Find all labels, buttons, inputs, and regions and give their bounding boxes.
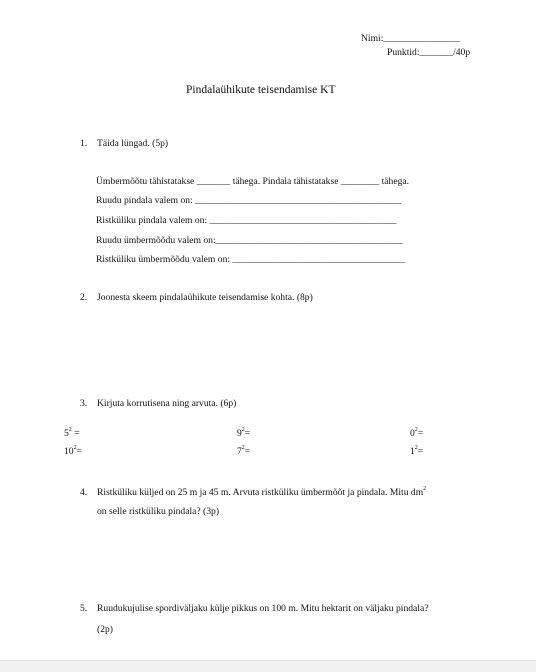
question-1-line-5: Ristküliku ümbermõõdu valem on: ____________________________________ xyxy=(96,254,406,265)
question-5-number: 5. xyxy=(80,603,88,614)
exercise-1-squared: $1^2=$ xyxy=(410,445,424,457)
question-1-number: 1. xyxy=(80,138,88,149)
question-5-text-line-2: (2p) xyxy=(97,624,113,635)
question-5-text-line-1: Ruudukujulise spordiväljaku külje pikkus on 100 m. Mitu hektarit on väljaku pindala? xyxy=(97,603,429,614)
question-1-line-1: Ümbermõõtu tähistatakse _______ tähega. Pindala tähistatakse ________ tähega. xyxy=(96,176,410,187)
exercise-7-squared: $7^2=$ xyxy=(237,445,251,457)
exercise-9-squared: $9^2=$ xyxy=(237,427,251,439)
question-1-line-4: Ruudu ümbermõõdu valem on:_______________________________________ xyxy=(96,235,403,246)
page-bottom-edge xyxy=(0,660,536,672)
exercise-10-squared: $10^2=$ xyxy=(64,445,83,457)
points-field: Punktid:_______/40p xyxy=(387,47,471,58)
question-3-text: Kirjuta korrutisena ning arvuta. (6p) xyxy=(97,398,237,409)
question-4-text-line-2: on selle ristküliku pindala? (3p) xyxy=(97,506,220,517)
question-3-number: 3. xyxy=(80,398,88,409)
name-field: Nimi:________________ xyxy=(361,33,461,44)
question-1-line-2: Ruudu pindala valem on: ___________________________________________ xyxy=(96,195,402,206)
question-4-text-line-1: Ristküliku küljed on 25 m ja 45 m. Arvuta ristküliku ümbermõõt ja pindala. Mitu $dm^2$ xyxy=(97,486,427,498)
question-2-text: Joonesta skeem pindalaühikute teisendamise kohta. (8p) xyxy=(97,292,313,303)
page-title: Pindalaühikute teisendamise KT xyxy=(186,84,336,96)
exercise-5-squared: $5^2$ = xyxy=(64,427,80,439)
question-1-line-3: Ristküliku pindala valem on: _______________________________________ xyxy=(96,215,397,226)
question-4-number: 4. xyxy=(80,487,88,498)
question-1-text: Täida lüngad. (5p) xyxy=(97,138,169,149)
exercise-0-squared: $0^2=$ xyxy=(410,427,424,439)
question-2-number: 2. xyxy=(80,292,88,303)
